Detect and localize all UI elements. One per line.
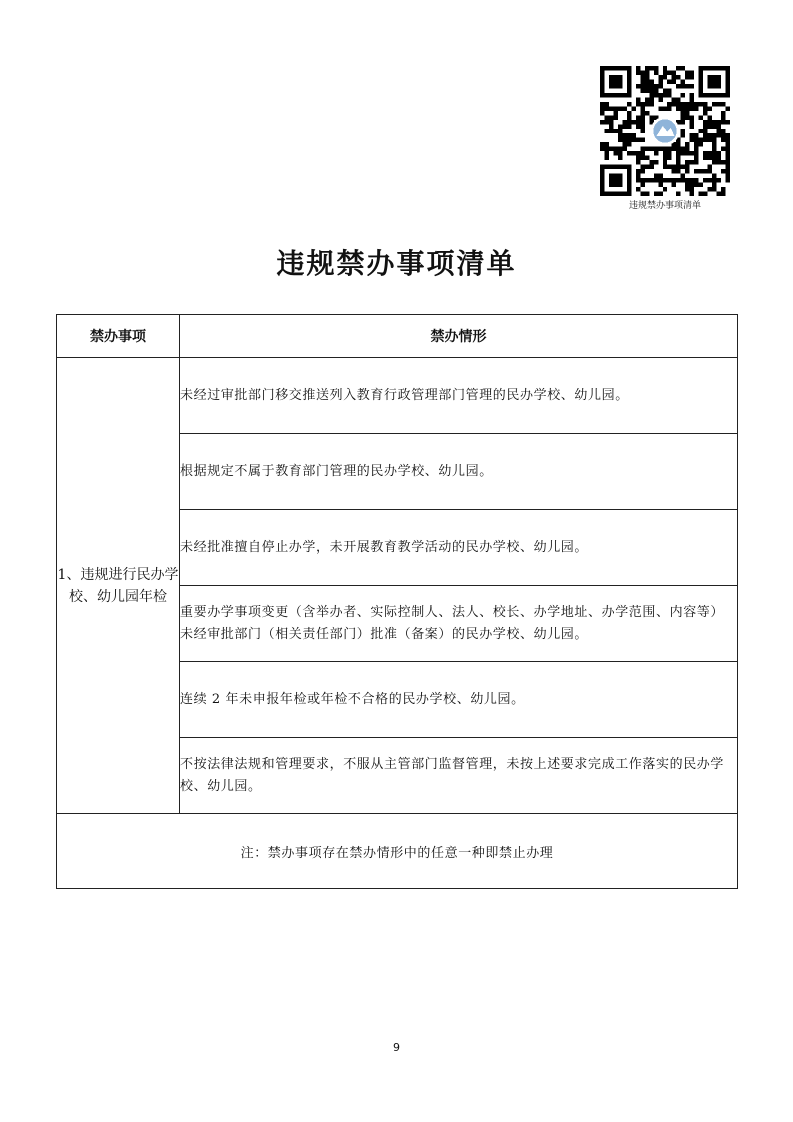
condition-cell: 未经过审批部门移交推送列入教育行政管理部门管理的民办学校、幼儿园。 bbox=[180, 358, 738, 434]
prohibited-items-table bbox=[56, 314, 738, 889]
header-item: 禁办事项 bbox=[57, 315, 180, 358]
note-row bbox=[57, 814, 738, 889]
condition-cell: 不按法律法规和管理要求，不服从主管部门监督管理，未按上述要求完成工作落实的民办学校、幼儿园。 bbox=[180, 738, 738, 814]
note-cell: 注：禁办事项存在禁办情形中的任意一种即禁止办理 bbox=[57, 814, 738, 889]
qr-caption: 违规禁办事项清单 bbox=[628, 201, 701, 211]
table-row bbox=[57, 358, 738, 434]
condition-cell: 重要办学事项变更（含举办者、实际控制人、法人、校长、办学地址、办学范围、内容等）未经审批部门（相关责任部门）批准（备案）的民办学校、幼儿园。 bbox=[180, 586, 738, 662]
condition-cell: 连续 2 年未申报年检或年检不合格的民办学校、幼儿园。 bbox=[180, 662, 738, 738]
header-condition: 禁办情形 bbox=[180, 315, 738, 358]
page-number: 9 bbox=[393, 1041, 400, 1054]
page-title: 违规禁办事项清单 bbox=[276, 247, 517, 280]
condition-cell: 未经批准擅自停止办学，未开展教育教学活动的民办学校、幼儿园。 bbox=[180, 510, 738, 586]
qr-code-block bbox=[598, 66, 732, 211]
table-header-row bbox=[57, 315, 738, 358]
qr-code-image bbox=[598, 66, 732, 196]
condition-cell: 根据规定不属于教育部门管理的民办学校、幼儿园。 bbox=[180, 434, 738, 510]
item-cell: 1、违规进行民办学校、幼儿园年检 bbox=[57, 358, 180, 814]
